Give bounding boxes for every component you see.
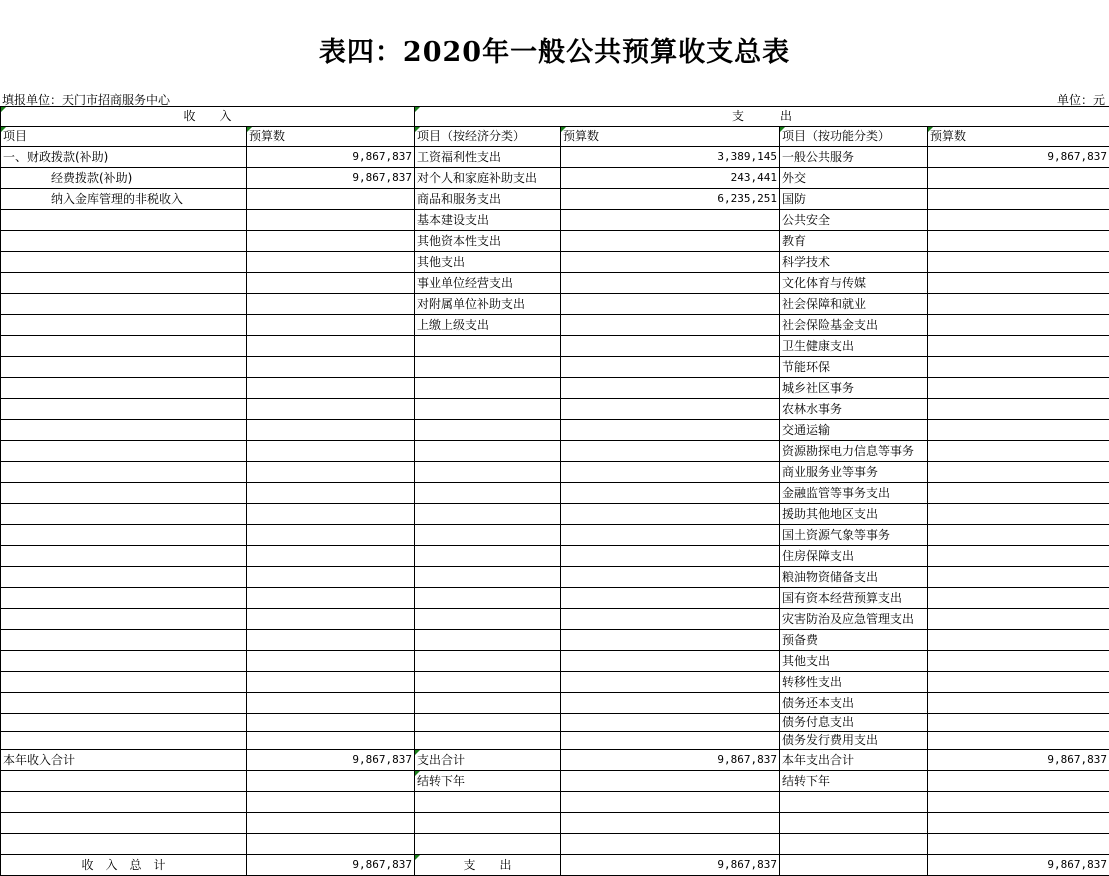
econ-item: 其他支出 bbox=[415, 252, 561, 273]
expense-total-label: 支出合计 bbox=[415, 750, 561, 771]
income-value bbox=[247, 672, 415, 693]
econ-value bbox=[561, 588, 780, 609]
income-value bbox=[247, 378, 415, 399]
func-item: 国防 bbox=[780, 189, 928, 210]
func-value bbox=[928, 168, 1109, 189]
income-value bbox=[247, 588, 415, 609]
func-item: 一般公共服务 bbox=[780, 147, 928, 168]
econ-value bbox=[561, 462, 780, 483]
income-item bbox=[1, 588, 247, 609]
income-value bbox=[247, 252, 415, 273]
econ-item bbox=[415, 399, 561, 420]
income-value bbox=[247, 546, 415, 567]
econ-item bbox=[415, 588, 561, 609]
func-value bbox=[928, 483, 1109, 504]
income-value bbox=[247, 609, 415, 630]
header-row-2 bbox=[1, 127, 1109, 147]
income-item bbox=[1, 252, 247, 273]
func-item: 金融监管等事务支出 bbox=[780, 483, 928, 504]
income-value bbox=[247, 630, 415, 651]
func-value bbox=[928, 504, 1109, 525]
func-item: 援助其他地区支出 bbox=[780, 504, 928, 525]
table-row bbox=[1, 609, 1109, 630]
func-value bbox=[928, 525, 1109, 546]
income-value: 9,867,837 bbox=[247, 168, 415, 189]
income-item bbox=[1, 693, 247, 714]
col-budget-income: 预算数 bbox=[247, 127, 415, 147]
income-item bbox=[1, 210, 247, 231]
expense-total-value: 9,867,837 bbox=[561, 750, 780, 771]
income-value bbox=[247, 399, 415, 420]
econ-value bbox=[561, 714, 780, 732]
func-item: 交通运输 bbox=[780, 420, 928, 441]
econ-value: 243,441 bbox=[561, 168, 780, 189]
func-value bbox=[928, 567, 1109, 588]
income-item bbox=[1, 630, 247, 651]
income-year-value: 9,867,837 bbox=[247, 750, 415, 771]
econ-value bbox=[561, 567, 780, 588]
econ-item bbox=[415, 441, 561, 462]
func-item: 商业服务业等事务 bbox=[780, 462, 928, 483]
income-value bbox=[247, 294, 415, 315]
econ-item bbox=[415, 462, 561, 483]
income-item bbox=[1, 483, 247, 504]
econ-item: 其他资本性支出 bbox=[415, 231, 561, 252]
econ-value bbox=[561, 420, 780, 441]
econ-value bbox=[561, 525, 780, 546]
func-item: 资源勘探电力信息等事务 bbox=[780, 441, 928, 462]
empty-cell bbox=[561, 813, 780, 834]
econ-item bbox=[415, 357, 561, 378]
econ-value bbox=[561, 504, 780, 525]
income-item: 经费拨款(补助) bbox=[1, 168, 247, 189]
econ-value bbox=[561, 399, 780, 420]
empty-cell bbox=[247, 834, 415, 855]
grand-income-label: 收 入 总 计 bbox=[1, 855, 247, 876]
func-item: 外交 bbox=[780, 168, 928, 189]
income-item bbox=[1, 420, 247, 441]
reporting-unit: 填报单位：天门市招商服务中心 bbox=[2, 91, 170, 108]
func-value bbox=[928, 399, 1109, 420]
econ-item bbox=[415, 567, 561, 588]
page-title: 表四：2020年一般公共预算收支总表 bbox=[0, 30, 1109, 69]
table-row bbox=[1, 420, 1109, 441]
empty-cell bbox=[1, 792, 247, 813]
econ-value bbox=[561, 609, 780, 630]
grand-income-value: 9,867,837 bbox=[247, 855, 415, 876]
income-item bbox=[1, 399, 247, 420]
func-value bbox=[928, 189, 1109, 210]
income-item bbox=[1, 525, 247, 546]
table-row bbox=[1, 252, 1109, 273]
func-item: 城乡社区事务 bbox=[780, 378, 928, 399]
econ-value bbox=[561, 273, 780, 294]
econ-value bbox=[561, 546, 780, 567]
income-value bbox=[247, 483, 415, 504]
econ-item: 对附属单位补助支出 bbox=[415, 294, 561, 315]
econ-value bbox=[561, 672, 780, 693]
func-item: 债务发行费用支出 bbox=[780, 732, 928, 750]
income-item bbox=[1, 504, 247, 525]
table-row bbox=[1, 315, 1109, 336]
econ-item bbox=[415, 546, 561, 567]
table-row bbox=[1, 231, 1109, 252]
grand-func-value: 9,867,837 bbox=[928, 855, 1109, 876]
econ-item: 上缴上级支出 bbox=[415, 315, 561, 336]
empty-cell bbox=[928, 771, 1109, 792]
econ-value bbox=[561, 252, 780, 273]
income-value bbox=[247, 567, 415, 588]
econ-item bbox=[415, 693, 561, 714]
empty-cell bbox=[1, 771, 247, 792]
func-value bbox=[928, 630, 1109, 651]
income-value bbox=[247, 357, 415, 378]
income-value: 9,867,837 bbox=[247, 147, 415, 168]
table-row bbox=[1, 294, 1109, 315]
func-item: 预备费 bbox=[780, 630, 928, 651]
table-row bbox=[1, 672, 1109, 693]
blank-row bbox=[1, 813, 1109, 834]
econ-value bbox=[561, 483, 780, 504]
func-item: 农林水事务 bbox=[780, 399, 928, 420]
econ-value: 6,235,251 bbox=[561, 189, 780, 210]
empty-cell bbox=[1, 813, 247, 834]
table-row bbox=[1, 462, 1109, 483]
econ-value bbox=[561, 651, 780, 672]
income-item bbox=[1, 546, 247, 567]
econ-item bbox=[415, 651, 561, 672]
expense-header: 支 出 bbox=[415, 107, 1109, 127]
grand-expense-value: 9,867,837 bbox=[561, 855, 780, 876]
func-value bbox=[928, 231, 1109, 252]
func-value bbox=[928, 462, 1109, 483]
func-year-value: 9,867,837 bbox=[928, 750, 1109, 771]
income-value bbox=[247, 525, 415, 546]
table-row bbox=[1, 336, 1109, 357]
empty-cell bbox=[247, 792, 415, 813]
income-item bbox=[1, 672, 247, 693]
table-row bbox=[1, 399, 1109, 420]
func-item: 卫生健康支出 bbox=[780, 336, 928, 357]
func-item: 债务还本支出 bbox=[780, 693, 928, 714]
empty-cell bbox=[415, 834, 561, 855]
empty-cell bbox=[928, 834, 1109, 855]
total-row bbox=[1, 750, 1109, 771]
income-value bbox=[247, 441, 415, 462]
income-item bbox=[1, 609, 247, 630]
func-value bbox=[928, 252, 1109, 273]
income-item bbox=[1, 651, 247, 672]
grand-total-row bbox=[1, 855, 1109, 876]
income-value bbox=[247, 231, 415, 252]
econ-value: 3,389,145 bbox=[561, 147, 780, 168]
func-value bbox=[928, 546, 1109, 567]
empty-cell bbox=[247, 813, 415, 834]
empty-cell bbox=[780, 834, 928, 855]
econ-item bbox=[415, 672, 561, 693]
econ-item: 基本建设支出 bbox=[415, 210, 561, 231]
func-item: 债务付息支出 bbox=[780, 714, 928, 732]
carry-func-label: 结转下年 bbox=[780, 771, 928, 792]
income-value bbox=[247, 420, 415, 441]
income-item bbox=[1, 231, 247, 252]
header-row-1 bbox=[1, 107, 1109, 127]
income-item: 一、财政拨款(补助) bbox=[1, 147, 247, 168]
empty-cell bbox=[415, 792, 561, 813]
econ-value bbox=[561, 732, 780, 750]
empty-cell bbox=[1, 834, 247, 855]
func-item: 国土资源气象等事务 bbox=[780, 525, 928, 546]
func-year-label: 本年支出合计 bbox=[780, 750, 928, 771]
econ-item bbox=[415, 630, 561, 651]
table-row bbox=[1, 147, 1109, 168]
table-row bbox=[1, 483, 1109, 504]
func-value bbox=[928, 273, 1109, 294]
func-value bbox=[928, 315, 1109, 336]
func-item: 灾害防治及应急管理支出 bbox=[780, 609, 928, 630]
table-row bbox=[1, 189, 1109, 210]
table-row bbox=[1, 504, 1109, 525]
func-item: 转移性支出 bbox=[780, 672, 928, 693]
empty-cell bbox=[780, 792, 928, 813]
econ-item bbox=[415, 420, 561, 441]
carry-row bbox=[1, 771, 1109, 792]
col-econ-item: 项目（按经济分类） bbox=[415, 127, 561, 147]
income-item bbox=[1, 294, 247, 315]
func-value bbox=[928, 672, 1109, 693]
econ-item bbox=[415, 714, 561, 732]
income-value bbox=[247, 210, 415, 231]
func-item: 节能环保 bbox=[780, 357, 928, 378]
func-value bbox=[928, 294, 1109, 315]
func-value bbox=[928, 336, 1109, 357]
table-row bbox=[1, 210, 1109, 231]
grand-expense-label: 支 出 bbox=[415, 855, 561, 876]
income-value bbox=[247, 189, 415, 210]
income-year-label: 本年收入合计 bbox=[1, 750, 247, 771]
func-item: 社会保障和就业 bbox=[780, 294, 928, 315]
econ-item: 事业单位经营支出 bbox=[415, 273, 561, 294]
table-row bbox=[1, 441, 1109, 462]
econ-value bbox=[561, 315, 780, 336]
income-item bbox=[1, 315, 247, 336]
func-value bbox=[928, 651, 1109, 672]
func-value bbox=[928, 693, 1109, 714]
income-item bbox=[1, 714, 247, 732]
econ-item bbox=[415, 525, 561, 546]
table-row bbox=[1, 588, 1109, 609]
budget-table bbox=[0, 106, 1109, 876]
func-value bbox=[928, 441, 1109, 462]
table-row bbox=[1, 273, 1109, 294]
table-row bbox=[1, 567, 1109, 588]
econ-item bbox=[415, 336, 561, 357]
col-budget-func: 预算数 bbox=[928, 127, 1109, 147]
income-value bbox=[247, 504, 415, 525]
table-row bbox=[1, 732, 1109, 750]
func-value bbox=[928, 588, 1109, 609]
econ-item: 对个人和家庭补助支出 bbox=[415, 168, 561, 189]
econ-value bbox=[561, 441, 780, 462]
income-item bbox=[1, 336, 247, 357]
func-item: 教育 bbox=[780, 231, 928, 252]
econ-value bbox=[561, 336, 780, 357]
col-budget-econ: 预算数 bbox=[561, 127, 780, 147]
func-item: 住房保障支出 bbox=[780, 546, 928, 567]
econ-value bbox=[561, 294, 780, 315]
econ-value bbox=[561, 210, 780, 231]
econ-item: 工资福利性支出 bbox=[415, 147, 561, 168]
table-row bbox=[1, 525, 1109, 546]
table-row bbox=[1, 693, 1109, 714]
empty-cell bbox=[928, 813, 1109, 834]
blank-row bbox=[1, 792, 1109, 813]
func-item: 公共安全 bbox=[780, 210, 928, 231]
income-item: 纳入金库管理的非税收入 bbox=[1, 189, 247, 210]
func-item: 科学技术 bbox=[780, 252, 928, 273]
table-row bbox=[1, 168, 1109, 189]
income-item bbox=[1, 462, 247, 483]
carry-econ-label: 结转下年 bbox=[415, 771, 561, 792]
income-value bbox=[247, 732, 415, 750]
income-item bbox=[1, 567, 247, 588]
econ-value bbox=[561, 693, 780, 714]
income-value bbox=[247, 462, 415, 483]
income-item bbox=[1, 732, 247, 750]
col-func-item: 项目（按功能分类） bbox=[780, 127, 928, 147]
econ-item bbox=[415, 483, 561, 504]
econ-item bbox=[415, 732, 561, 750]
func-item: 文化体育与传媒 bbox=[780, 273, 928, 294]
empty-cell bbox=[415, 813, 561, 834]
empty-cell bbox=[780, 855, 928, 876]
income-value bbox=[247, 714, 415, 732]
table-row bbox=[1, 630, 1109, 651]
income-header: 收 入 bbox=[1, 107, 415, 127]
currency-unit: 单位：元 bbox=[1057, 91, 1105, 108]
table-row bbox=[1, 357, 1109, 378]
econ-value bbox=[561, 231, 780, 252]
income-value bbox=[247, 273, 415, 294]
empty-cell bbox=[247, 771, 415, 792]
income-item bbox=[1, 441, 247, 462]
econ-item bbox=[415, 378, 561, 399]
empty-cell bbox=[561, 834, 780, 855]
income-item bbox=[1, 273, 247, 294]
func-value bbox=[928, 714, 1109, 732]
col-item: 项目 bbox=[1, 127, 247, 147]
func-item: 社会保险基金支出 bbox=[780, 315, 928, 336]
func-value bbox=[928, 420, 1109, 441]
table-row bbox=[1, 714, 1109, 732]
func-value bbox=[928, 357, 1109, 378]
func-value bbox=[928, 609, 1109, 630]
empty-cell bbox=[561, 771, 780, 792]
income-value bbox=[247, 693, 415, 714]
econ-item bbox=[415, 609, 561, 630]
func-value bbox=[928, 378, 1109, 399]
blank-row bbox=[1, 834, 1109, 855]
econ-value bbox=[561, 630, 780, 651]
income-item bbox=[1, 357, 247, 378]
table-row bbox=[1, 651, 1109, 672]
econ-value bbox=[561, 378, 780, 399]
income-item bbox=[1, 378, 247, 399]
func-item: 粮油物资储备支出 bbox=[780, 567, 928, 588]
econ-item bbox=[415, 504, 561, 525]
econ-value bbox=[561, 357, 780, 378]
func-value bbox=[928, 210, 1109, 231]
empty-cell bbox=[780, 813, 928, 834]
income-value bbox=[247, 651, 415, 672]
econ-item: 商品和服务支出 bbox=[415, 189, 561, 210]
func-value: 9,867,837 bbox=[928, 147, 1109, 168]
func-item: 国有资本经营预算支出 bbox=[780, 588, 928, 609]
table-row bbox=[1, 546, 1109, 567]
empty-cell bbox=[561, 792, 780, 813]
income-value bbox=[247, 315, 415, 336]
func-value bbox=[928, 732, 1109, 750]
table-row bbox=[1, 378, 1109, 399]
empty-cell bbox=[928, 792, 1109, 813]
income-value bbox=[247, 336, 415, 357]
func-item: 其他支出 bbox=[780, 651, 928, 672]
